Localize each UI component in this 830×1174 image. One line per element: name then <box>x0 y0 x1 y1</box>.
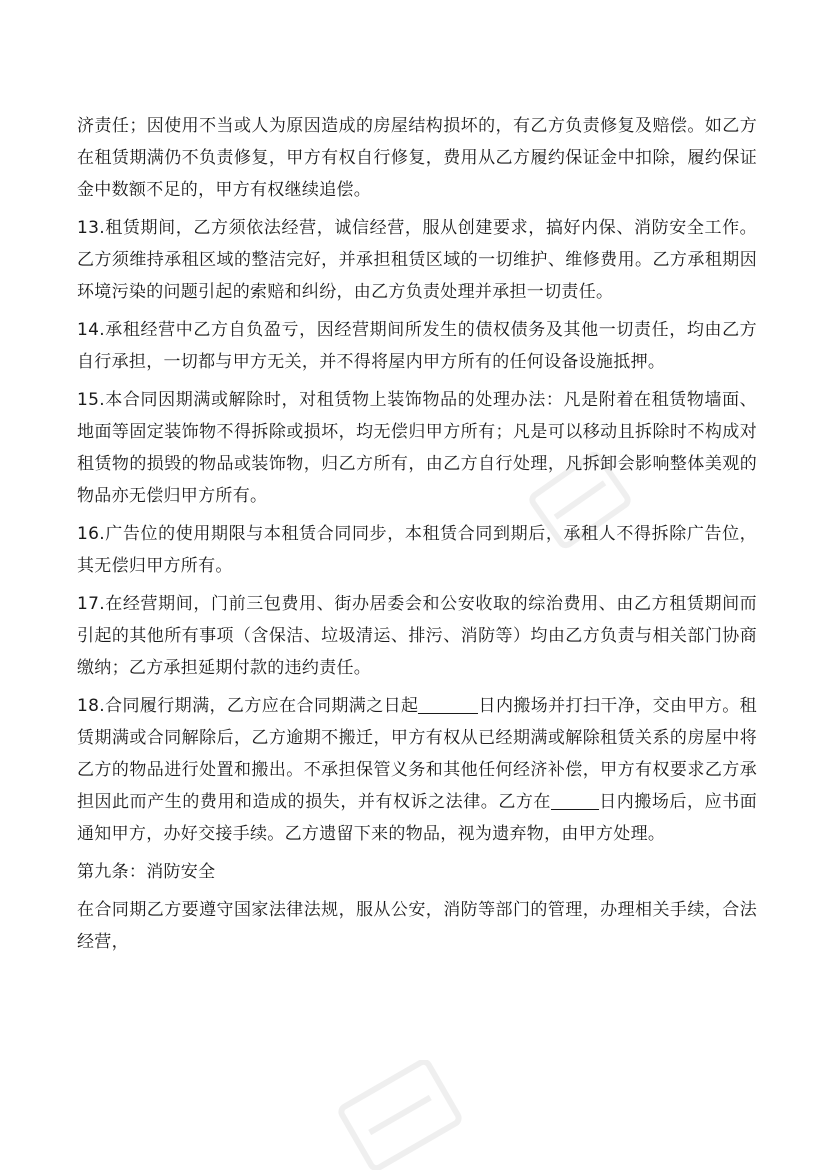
clause-14: 14.承租经营中乙方自负盈亏，因经营期间所发生的债权债务及其他一切责任，均由乙方自行承担，一切都与甲方无关，并不得将屋内甲方所有的任何设备设施抵押。 <box>77 320 757 372</box>
document-body <box>77 110 757 964</box>
clause-15: 15.本合同因期满或解除时，对租赁物上装饰物品的处理办法：凡是附着在租赁物墙面、地面等固定装饰物不得拆除或损坏，均无偿归甲方所有；凡是可以移动且拆除时不构成对租赁物的损毁的物品或装饰物，归乙方所有，由乙方自行处理，凡拆卸会影响整体美观的物品亦无偿归甲方所有。 <box>77 390 757 506</box>
blank-days-field-2 <box>551 791 599 810</box>
article-9-title: 第九条：消防安全 <box>77 862 216 882</box>
clause-18-part-c: 日内搬场后，应书面通知甲方，办好交接手续。乙方遗留下来的物品，视为遗弃物，由甲方处理。 <box>77 792 757 844</box>
blank-days-field <box>418 695 478 714</box>
clause-17: 17.在经营期间，门前三包费用、街办居委会和公安收取的综治费用、由乙方租赁期间而引起的其他所有事项（含保洁、垃圾清运、排污、消防等）均由乙方负责与相关部门协商缴纳；乙方承担延期付款的违约责任。 <box>77 594 757 678</box>
clause-18 <box>77 690 757 850</box>
article-9-body: 在合同期乙方要遵守国家法律法规，服从公安，消防等部门的管理，办理相关手续，合法经营， <box>77 900 757 952</box>
clause-13: 13.租赁期间，乙方须依法经营，诚信经营，服从创建要求，搞好内保、消防安全工作。乙方须维持承租区域的整洁完好，并承担租赁区域的一切维护、维修费用。乙方承租期因环境污染的问题引起的索赔和纠纷，由乙方负责处理并承担一切责任。 <box>77 218 757 302</box>
watermark-icon <box>320 1060 480 1170</box>
paragraph-continuation: 济责任；因使用不当或人为原因造成的房屋结构损坏的，有乙方负责修复及赔偿。如乙方在租赁期满仍不负责修复，甲方有权自行修复，费用从乙方履约保证金中扣除，履约保证金中数额不足的，甲方有权继续追偿。 <box>77 116 757 200</box>
clause-18-part-b: 日内搬场并打扫干净，交由甲方。租赁期满或合同解除后，乙方逾期不搬迁，甲方有权从已经期满或解除租赁关系的房屋中将乙方的物品进行处置和搬出。不承担保管义务和其他任何经济补偿，甲方有权要求乙方承担因此而产生的费用和造成的损失，并有权诉之法律。乙方在 <box>77 696 757 812</box>
clause-16: 16.广告位的使用期限与本租赁合同同步，本租赁合同到期后，承租人不得拆除广告位，其无偿归甲方所有。 <box>77 524 757 576</box>
clause-18-part-a: 18.合同履行期满，乙方应在合同期满之日起 <box>77 696 419 716</box>
